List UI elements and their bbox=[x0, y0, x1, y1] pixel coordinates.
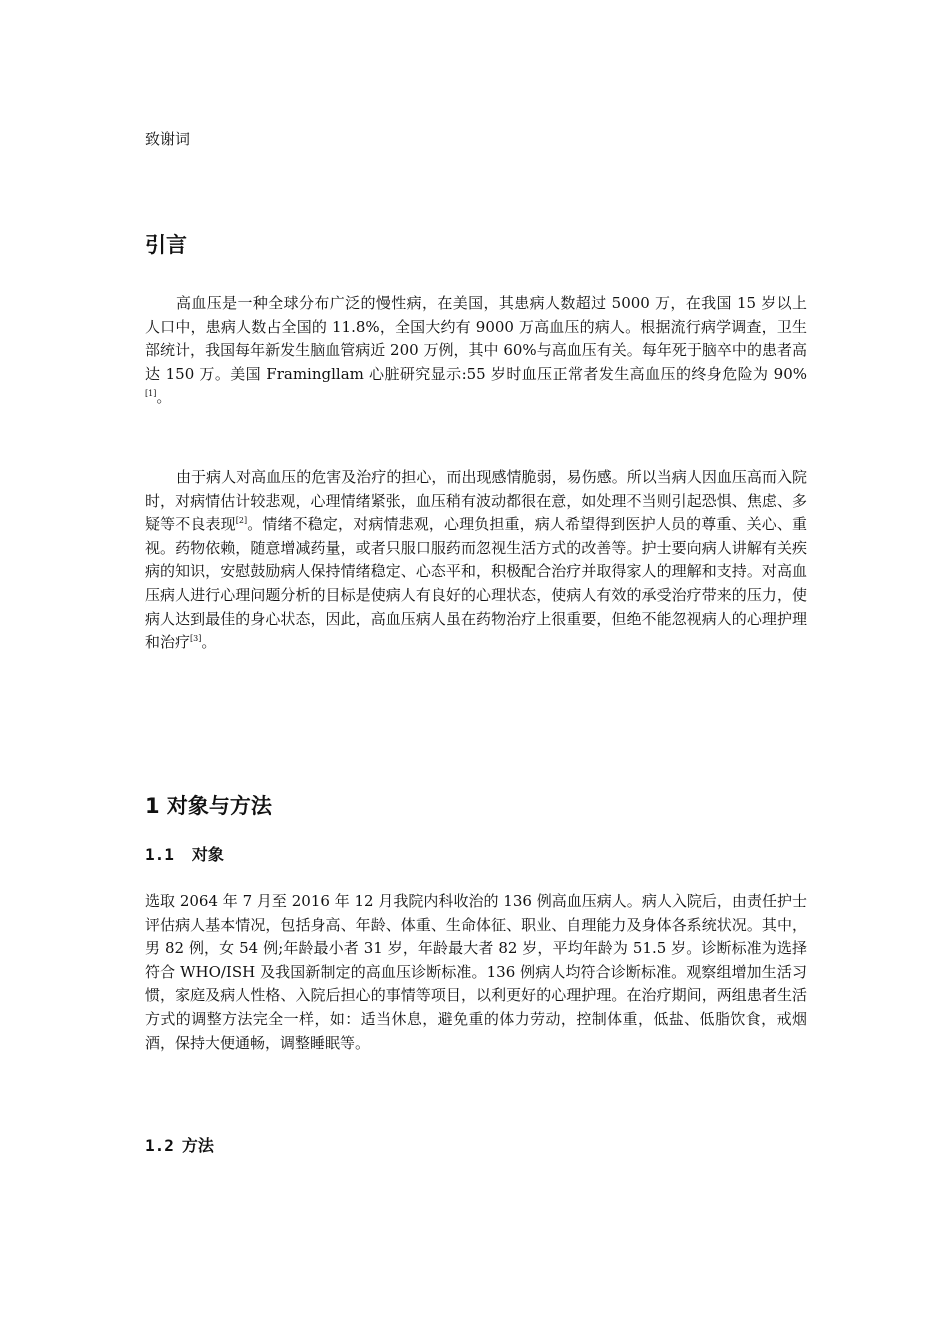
intro-heading: 引言 bbox=[145, 233, 187, 257]
citation-ref: [1] bbox=[145, 389, 157, 399]
intro-p2-tail: 。 bbox=[201, 633, 217, 652]
citation-ref: [3] bbox=[190, 634, 202, 644]
subsection-1-2-heading bbox=[145, 1134, 214, 1158]
intro-paragraph-2 bbox=[145, 466, 807, 655]
subsection-number: 1.1 bbox=[145, 845, 174, 864]
intro-p2-text-b: 。情绪不稳定，对病情悲观，心理负担重，病人希望得到医护人员的尊重、关心、重视。药物依赖，随意增减药量，或者只服口服药而忽视生活方式的改善等。护士要向病人讲解有关疾病的知识，安慰鼓励病人保持情绪稳定、心态平和，积极配合治疗并取得家人的理解和支持。对高血压病人进行心理问题分析的目标是使病人有良好的心理状态，使病人有效的承受治疗带来的压力，使病人达到最佳的身心状态，因此，高血压病人虽在药物治疗上很重要，但绝不能忽视病人的心理护理和治疗 bbox=[145, 515, 807, 652]
subsection-1-1-heading bbox=[145, 843, 224, 867]
intro-p1-tail: 。 bbox=[156, 388, 172, 407]
subsection-number: 1.2 bbox=[145, 1136, 174, 1155]
intro-p1-text: 高血压是一种全球分布广泛的慢性病，在美国，其患病人数超过 5000 万，在我国 15 岁以上人口中，患病人数占全国的 11.8%，全国大约有 9000 万高血压的病人。根据流行病学调查，卫生部统计，我国每年新发生脑血管病近 200 万例，其中 60%与高血压有关。每年死于脑卒中的患者高达 150 万。美国 Framingllam 心脏研究显示:55 岁时血压正常者发生高血压的终身危险为 90% bbox=[145, 294, 807, 383]
intro-paragraph-1 bbox=[145, 292, 807, 410]
subsection-1-1-paragraph: 选取 2064 年 7 月至 2016 年 12 月我院内科收治的 136 例高血压病人。病人入院后，由责任护士评估病人基本情况，包括身高、年龄、体重、生命体征、职业、自理能力及身体各系统状况。其中，男 82 例，女 54 例;年龄最小者 31 岁，年龄最大者 82 岁，平均年龄为 51.5 岁。诊断标准为选择符合 WHO/ISH 及我国新制定的高血压诊断标准。136 例病人均符合诊断标准。观察组增加生活习惯，家庭及病人性格、入院后担心的事情等项目，以利更好的心理护理。在治疗期间，两组患者生活方式的调整方法完全一样，如：适当休息，避免重的体力劳动，控制体重，低盐、低脂饮食，戒烟酒，保持大便通畅，调整睡眠等。 bbox=[145, 892, 807, 1052]
intro-p2-text-a: 由于病人对高血压的危害及治疗的担心，而出现感情脆弱，易伤感。所以当病人因血压高而入院时，对病情估计较悲观，心理情绪紧张，血压稍有波动都很在意，如处理不当则引起恐惧、焦虑、多疑等不良表现 bbox=[145, 468, 807, 534]
subsection-title: 对象 bbox=[191, 845, 224, 864]
acknowledgement-line: 致谢词 bbox=[145, 130, 191, 148]
citation-ref: [2] bbox=[235, 516, 248, 526]
subsection-title: 方法 bbox=[181, 1136, 214, 1155]
section-1-heading: 1 对象与方法 bbox=[145, 794, 272, 818]
